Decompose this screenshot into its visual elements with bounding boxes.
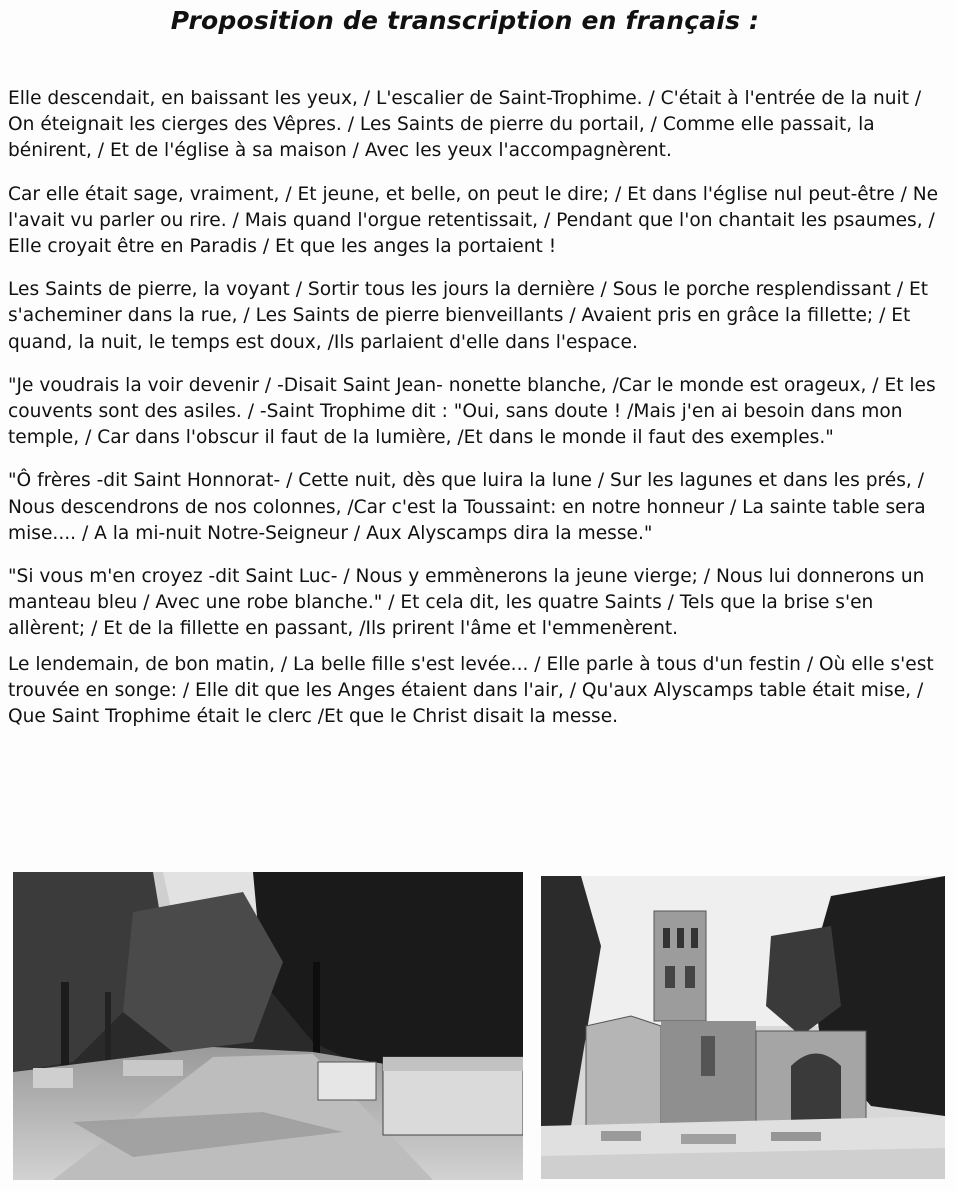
alley-of-sarcophagi-photo — [13, 872, 523, 1180]
paragraph-6: "Si vous m'en croyez -dit Saint Luc- / Nous y emmènerons la jeune vierge; / Nous lui donnerons un manteau bleu / Avec une robe blanche." / Et cela dit, les quatre Saints / Tels que la brise s'en allèrent; / Et de la fillette en passant, /Ils prirent l'âme et l'emmenèrent. — [8, 566, 925, 640]
paragraph-1: Elle descendait, en baissant les yeux, / L'escalier de Saint-Trophime. / C'était à l'entrée de la nuit / On éteignait les cierges des Vêpres. / Les Saints de pierre du portail, / Comme elle passait, la bénirent, / Et de l'église à sa maison / Avec les yeux l'accompagnèrent. — [8, 88, 922, 162]
transcription-text — [8, 86, 943, 747]
paragraph-2: Car elle était sage, vraiment, / Et jeune, et belle, on peut le dire; / Et dans l'église nul peut-être / Ne l'avait vu parler ou rire. / Mais quand l'orgue retentissait, / Pendant que l'on chantait les psaumes, / Elle croyait être en Paradis / Et que les anges la portaient ! — [8, 183, 939, 258]
paragraph-3: Les Saints de pierre, la voyant / Sortir tous les jours la dernière / Sous le porche resplendissant / Et s'acheminer dans la rue, / Les Saints de pierre bienveillants / Avaient pris en grâce la fillette; / Et quand, la nuit, le temps est doux, /Ils parlaient d'elle dans l'espace. — [8, 279, 929, 353]
paragraph-7: Le lendemain, de bon matin, / La belle fille s'est levée... / Elle parle à tous d'un festin / Où elle s'est trouvée en songe: / Elle dit que les Anges étaient dans l'air, / Qu'aux Alyscamps table était mise, / Que Saint Trophime était le clerc /Et que le Christ disait la messe. — [8, 653, 934, 728]
church-photo-illustration — [541, 876, 945, 1179]
church-ruins-photo — [541, 876, 945, 1179]
alley-photo-illustration — [13, 872, 523, 1180]
paragraph-5: "Ô frères -dit Saint Honnorat- / Cette nuit, dès que luira la lune / Sur les lagunes et dans les prés, / Nous descendrons de nos colonnes, /Car c'est la Toussaint: en notre honneur / La sainte table sera mise.... / A la mi-nuit Notre-Seigneur / Aux Alyscamps dira la messe." — [8, 470, 926, 544]
paragraph-4: "Je voudrais la voir devenir / -Disait Saint Jean- nonette blanche, /Car le monde est orageux, / Et les couvents sont des asiles. / -Saint Trophime dit : "Oui, sans doute ! /Mais j'en ai besoin dans mon temple, / Car dans l'obscur il faut de la lumière, /Et dans le monde il faut des exemples." — [8, 374, 936, 449]
page-title: Proposition de transcription en français : — [170, 6, 760, 35]
